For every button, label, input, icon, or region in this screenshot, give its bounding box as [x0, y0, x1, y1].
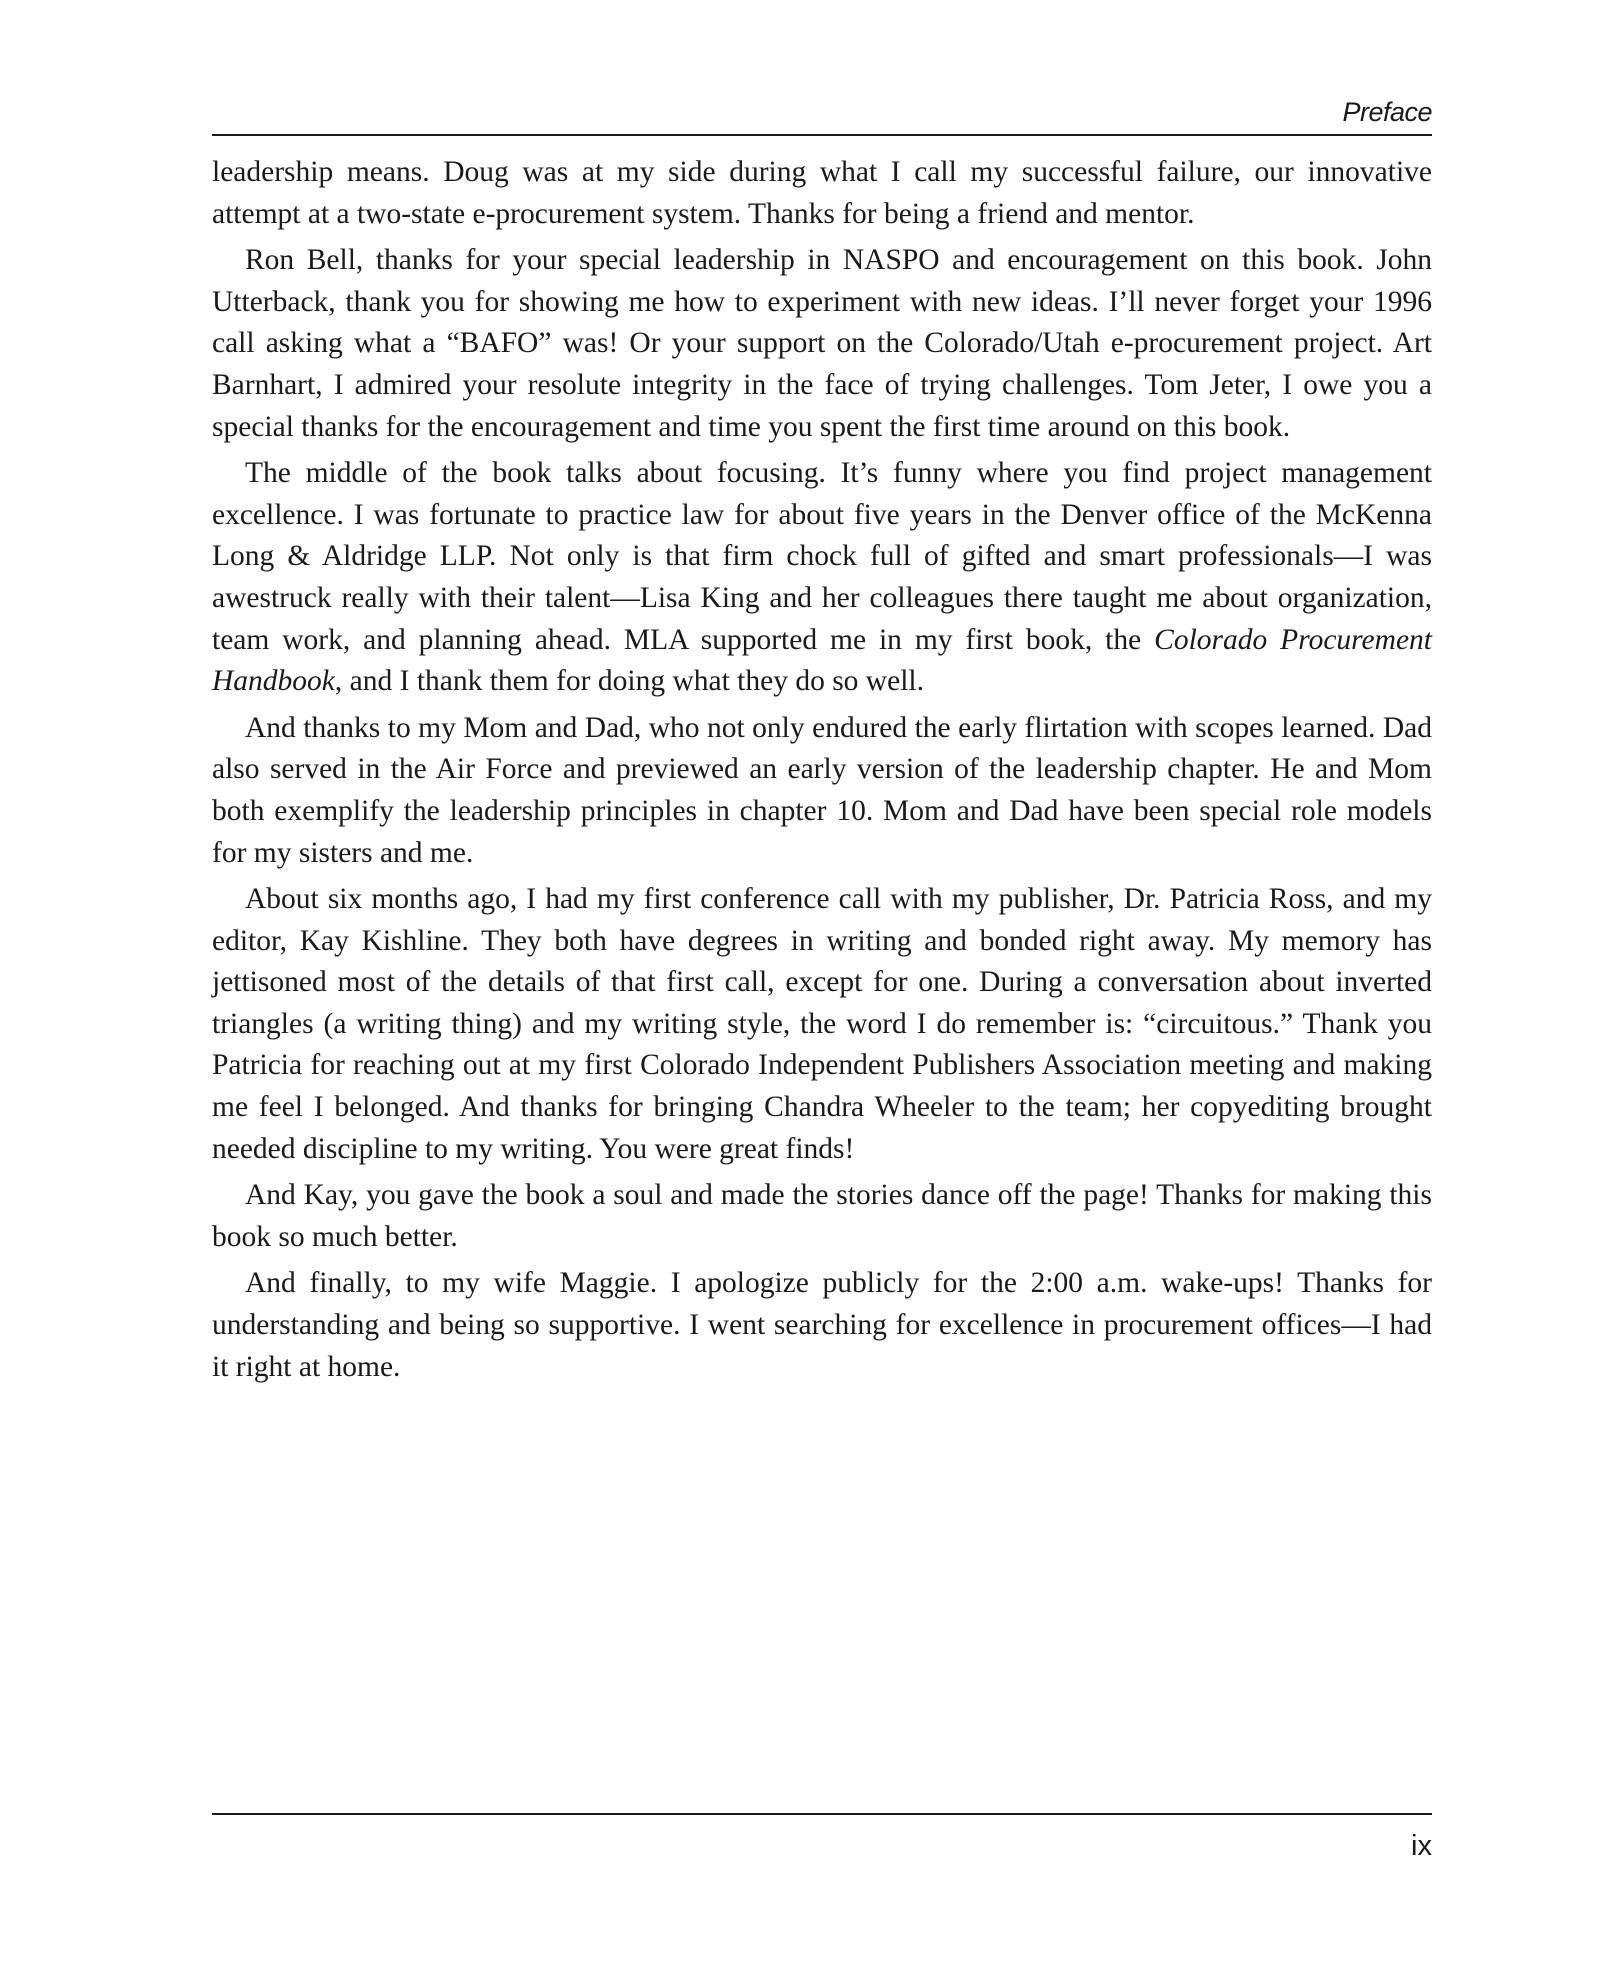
paragraph-3-text-b: , and I thank them for doing what they do so well. — [334, 665, 924, 698]
book-title: Colorado Procurement Handbook — [212, 623, 1432, 698]
paragraph-1: leadership means. Doug was at my side during what I call my successful failure, our innovative attempt at a two-state e-procurement system. Thanks for being a friend and mentor. — [212, 156, 1432, 230]
page-number: ix — [1411, 1830, 1432, 1862]
paragraph-5: About six months ago, I had my first conference call with my publisher, Dr. Patricia Ross, and my editor, Kay Kishline. They both have degrees in writing and bonded right away. My memory has jettisoned most of the details of that first call, except for one. During a conversation about inverted triangles (a writing thing) and my writing style, the word I do remember is: “circuitous.” Thank you Patricia for reaching out at my first Colorado Independent Publishers Association meeting and making me feel I belonged. And thanks for bringing Chandra Wheeler to the team; her copyediting brought needed discipline to my writing. You were great finds! — [212, 883, 1432, 1165]
footer-rule — [212, 1813, 1432, 1815]
paragraph-7: And finally, to my wife Maggie. I apologize publicly for the 2:00 a.m. wake-ups! Thanks for understanding and being so supportive. I went searching for excellence in procurement offices—I had it right at home. — [212, 1267, 1432, 1383]
paragraph-2: Ron Bell, thanks for your special leadership in NASPO and encouragement on this book. John Utterback, thank you for showing me how to experiment with new ideas. I’ll never forget your 1996 call asking what a “BAFO” was! Or your support on the Colorado/Utah e-procurement project. Art Barnhart, I admired your resolute integrity in the face of trying challenges. Tom Jeter, I owe you a special thanks for the encouragement and time you spent the first time around on this book. — [212, 244, 1432, 443]
paragraph-6: And Kay, you gave the book a soul and made the stories dance off the page! Thanks for making this book so much better. — [212, 1179, 1432, 1253]
paragraph-3 — [212, 453, 1432, 703]
paragraph-3-text-a: The middle of the book talks about focusing. It’s funny where you find project management excellence. I was fortunate to practice law for about five years in the Denver office of the McKenna Long & Aldridge LLP. Not only is that firm chock full of gifted and smart professionals—I was awestruck really with their talent—Lisa King and her colleagues there taught me about organization, team work, and planning ahead. MLA supported me in my first book, the — [212, 457, 1432, 656]
body-text — [212, 152, 1432, 1393]
paragraph-4: And thanks to my Mom and Dad, who not only endured the early flirtation with scopes learned. Dad also served in the Air Force and previewed an early version of the leadership chapter. He and Mom both exemplify the leadership principles in chapter 10. Mom and Dad have been special role models for my sisters and me. — [212, 711, 1432, 869]
header-rule — [212, 134, 1432, 136]
running-head: Preface — [1342, 97, 1432, 127]
